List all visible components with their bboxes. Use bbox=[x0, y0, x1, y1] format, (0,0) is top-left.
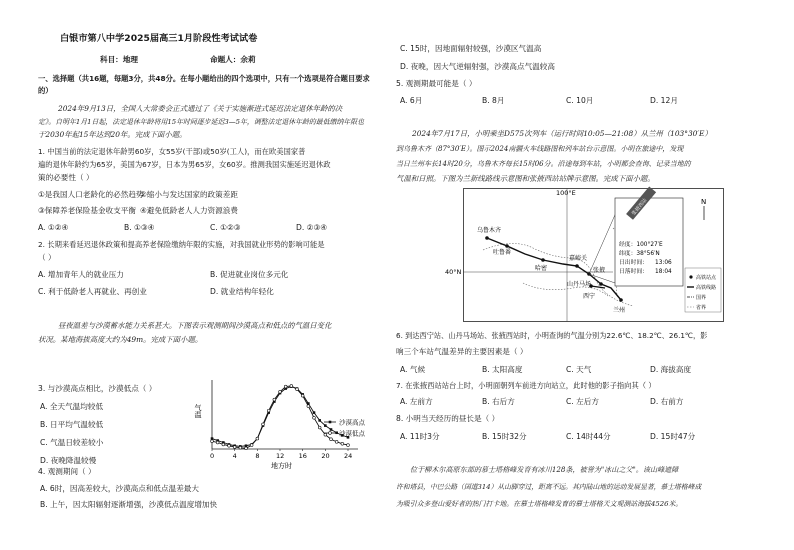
data-point bbox=[324, 424, 327, 427]
q1-option-a[interactable]: A. ①②④ bbox=[38, 223, 69, 232]
y-axis-label: 气温 bbox=[194, 404, 202, 418]
q1-item: ③保障养老保险基金收支平衡 bbox=[38, 206, 136, 215]
q8-option-d[interactable]: D. 15时47分 bbox=[650, 432, 696, 441]
legend-marker bbox=[329, 432, 332, 435]
legend-marker bbox=[329, 421, 332, 424]
q4-option-d[interactable]: D. 夜晚，因大气逆辐射强，沙漠高点气温较高 bbox=[400, 62, 555, 71]
q6-stem: 6. 到达西宁站、山丹马场站、张掖西站时，小明查询的气温分别为22.6℃、18.2℃、26.1℃，影 bbox=[396, 331, 708, 340]
passage3-line: 当日兰州车长14时20分，乌鲁木齐每长15时06分。沿途每到车站，小明都会查询、记录当地的 bbox=[396, 160, 691, 168]
passage1-line: 定》。自明年1月1日起，法定退休年龄将用15年时间逐步延迟3—5年，调整法定退休年龄的最低缴纳年限也 bbox=[38, 118, 365, 126]
city-label: 哈密 bbox=[535, 265, 548, 272]
q5-option-c[interactable]: C. 10月 bbox=[566, 96, 594, 105]
data-point bbox=[313, 416, 316, 419]
legend-label: 高铁站点 bbox=[696, 275, 717, 281]
data-point bbox=[290, 385, 293, 388]
data-point bbox=[318, 419, 321, 422]
data-point bbox=[239, 446, 242, 449]
q4-option-a[interactable]: A. 6时，因高差较大，沙漠高点和低点温差最大 bbox=[40, 484, 199, 493]
author-label: 命题人：余莉 bbox=[210, 55, 256, 64]
q2-option-a[interactable]: A. 增加青年人的就业压力 bbox=[38, 270, 124, 279]
data-point bbox=[222, 443, 225, 446]
sign-info: 经度：100°27′E bbox=[619, 242, 663, 248]
legend-label: 沙漠低点 bbox=[339, 429, 365, 438]
station-marker bbox=[599, 282, 603, 286]
data-point bbox=[233, 446, 236, 449]
q1-stem: 1. 中国当前的法定退休年龄男60岁，女55岁(干部)或50岁(工人)，而在欧美国家普 bbox=[38, 147, 306, 156]
lon-label: 100°E bbox=[556, 189, 576, 197]
data-point bbox=[330, 438, 333, 441]
data-point bbox=[228, 444, 231, 447]
q3-stem: 3. 与沙漠高点相比，沙漠低点（ ） bbox=[38, 384, 157, 393]
passage2-line: 昼夜温差与沙漠蓄水能力关系甚大。下图表示观测期间沙漠高点和低点的气温日变化 bbox=[58, 321, 332, 330]
data-point bbox=[279, 390, 282, 393]
data-point bbox=[250, 444, 253, 447]
data-point bbox=[335, 440, 338, 443]
legend-label: 沙漠高点 bbox=[339, 418, 365, 427]
passage1-line: 2024年9月13日，全国人大常委会正式通过了《关于实施渐进式延迟法定退休年龄的决 bbox=[58, 104, 343, 113]
sign-info: 纬度：38°56′N bbox=[619, 251, 660, 257]
passage3-line: 到乌鲁木齐（87°30′E）。图示2024南疆火车线路图和列车站台示意图。小明在旅途中，发现 bbox=[396, 145, 684, 153]
data-point bbox=[267, 409, 270, 412]
q7-option-b[interactable]: B. 右后方 bbox=[482, 397, 515, 406]
q1-stem: 遍的退休年龄约为65岁，美国为67岁，日本为男65岁，女60岁。推测我国实施延迟退休政 bbox=[38, 160, 331, 169]
subject-label: 科目：地理 bbox=[100, 55, 138, 64]
legend-label: 高铁线路 bbox=[696, 285, 717, 291]
data-point bbox=[301, 394, 304, 397]
legend-label: 省界 bbox=[696, 305, 707, 311]
q6-option-c[interactable]: C. 天气 bbox=[566, 365, 592, 374]
q1-option-d[interactable]: D. ②③④ bbox=[296, 223, 328, 232]
legend-label: 国界 bbox=[696, 295, 707, 301]
q5-option-d[interactable]: D. 12月 bbox=[650, 96, 678, 105]
q2-stem: 2. 长期来看延迟退休政策和提高养老保险缴纳年限的实施，对我国就业形势的影响可能是 bbox=[38, 240, 325, 249]
sign-info: 日出时间： bbox=[619, 260, 648, 266]
q3-option-a[interactable]: A. 全天气温均较低 bbox=[40, 402, 104, 411]
x-tick-label: 12 bbox=[276, 452, 285, 460]
q5-stem: 5. 观测期最可能是（ ） bbox=[396, 79, 477, 88]
data-point bbox=[318, 426, 321, 429]
q3-option-c[interactable]: C. 气温日较差较小 bbox=[40, 438, 104, 447]
city-label: 山丹马场 bbox=[567, 281, 592, 288]
q4-option-c[interactable]: C. 15时，因地面辐射较强，沙漠区气温高 bbox=[400, 44, 542, 53]
data-point bbox=[284, 385, 287, 388]
q2-option-d[interactable]: D. 就业结构年轻化 bbox=[210, 287, 274, 296]
series-line-low bbox=[212, 386, 348, 448]
q7-option-d[interactable]: D. 右前方 bbox=[650, 397, 684, 406]
passage1-line: 于2030年起15年达到20年。完成下面小题。 bbox=[38, 130, 187, 139]
data-point bbox=[341, 442, 344, 445]
city-label: 乌鲁木齐 bbox=[477, 227, 502, 234]
passage4-line: 位于柳木尔高原东部的慕士塔格峰发育有冰川128条，被誉为"冰山之父"。该山峰遮障 bbox=[410, 465, 679, 474]
data-point bbox=[324, 433, 327, 436]
data-point bbox=[262, 423, 265, 426]
data-point bbox=[211, 440, 214, 443]
sign-info: 日落时间： bbox=[619, 269, 648, 275]
section-heading: 一、选择题（共16题，每题3分，共48分。在每小题给出的四个选项中，只有一个选项是符合题目要求 bbox=[38, 74, 370, 83]
railway-map bbox=[445, 188, 725, 323]
city-label: 西宁 bbox=[583, 293, 596, 300]
q1-option-b[interactable]: B. ①③④ bbox=[124, 223, 155, 232]
x-tick-label: 20 bbox=[321, 452, 330, 460]
station-marker bbox=[619, 298, 623, 302]
city-label: 张掖 bbox=[593, 267, 606, 274]
station-marker bbox=[541, 258, 545, 262]
q8-option-b[interactable]: B. 15时32分 bbox=[482, 432, 527, 441]
station-sign-text: 张掖西站 bbox=[630, 197, 649, 217]
q5-option-b[interactable]: B. 8月 bbox=[482, 96, 505, 105]
sign-info-value: 18:04 bbox=[655, 269, 672, 275]
temperature-chart bbox=[194, 376, 388, 470]
data-point bbox=[307, 405, 310, 408]
section-heading-cont: 的） bbox=[38, 86, 53, 95]
q7-option-a[interactable]: A. 左前方 bbox=[400, 397, 433, 406]
q6-stem: 响三个车站气温差异的主要因素是（ ） bbox=[396, 347, 528, 356]
series-line-high bbox=[212, 387, 348, 447]
station-marker bbox=[575, 264, 579, 268]
city-label: 吐鲁番 bbox=[493, 249, 512, 256]
data-point bbox=[347, 444, 350, 447]
data-point bbox=[273, 398, 276, 401]
x-tick-label: 8 bbox=[255, 452, 260, 460]
q3-option-b[interactable]: B. 日平均气温较低 bbox=[40, 420, 104, 429]
data-point bbox=[330, 428, 333, 431]
q2-option-b[interactable]: B. 促进就业岗位多元化 bbox=[210, 270, 289, 279]
passage3-line: 气温和日照。下图为兰新线路线示意图和张掖西站站牌示意图。完成下面小题。 bbox=[396, 174, 655, 183]
q2-option-c[interactable]: C. 利于低龄老人再就业、再创业 bbox=[38, 287, 147, 296]
q1-item: ②缩小与发达国家的政策差距 bbox=[140, 190, 238, 199]
passage3-line: 2024年7月17日，小明乘坐D575次列车（运行时间10:05—21:08）从兰州（103°30′E） bbox=[412, 129, 712, 138]
q1-option-c[interactable]: C. ①②③ bbox=[210, 223, 241, 232]
data-point bbox=[296, 388, 299, 391]
x-tick-label: 16 bbox=[298, 452, 307, 460]
x-axis-label: 地方时 bbox=[271, 462, 292, 470]
q1-item: ④避免低龄老人人力资源浪费 bbox=[140, 206, 238, 215]
station-marker bbox=[505, 244, 509, 248]
x-tick-label: 24 bbox=[344, 452, 353, 460]
city-label: 嘉峪关 bbox=[569, 255, 588, 262]
q2-stem: （ ） bbox=[38, 253, 56, 262]
lat-label: 40°N bbox=[445, 268, 462, 276]
q8-stem: 8. 小明当天经历的昼长是（ ） bbox=[396, 414, 500, 423]
q8-option-c[interactable]: C. 14时44分 bbox=[566, 432, 611, 441]
q7-option-c[interactable]: C. 左后方 bbox=[566, 397, 599, 406]
legend-station-icon bbox=[689, 275, 692, 278]
passage2-line: 状况。某地海拔高度大约为49m。完成下面小题。 bbox=[38, 335, 203, 344]
q4-stem: 4. 观测期间（ ） bbox=[38, 467, 96, 476]
x-tick-label: 4 bbox=[232, 452, 237, 460]
passage4-line: 许和塔县，中巴公路（国道314）从山脚穿过，距离不远。其内陆山地的运动发展显著，慕士塔格峰成 bbox=[396, 483, 702, 491]
q6-option-b[interactable]: B. 太阳高度 bbox=[482, 365, 523, 374]
x-tick-label: 0 bbox=[210, 452, 215, 460]
q5-option-a[interactable]: A. 6月 bbox=[400, 96, 423, 105]
q1-stem: 策的必要性（ ） bbox=[38, 173, 94, 182]
data-point bbox=[216, 441, 219, 444]
data-point bbox=[256, 437, 259, 440]
q8-option-a[interactable]: A. 11时3分 bbox=[400, 432, 440, 441]
passage4-line: 为吸引众多登山爱好者的热门打卡地。在慕士塔格峰发育的慕士塔格天文观测站海拔4526米。 bbox=[396, 500, 683, 508]
q6-option-a[interactable]: A. 气候 bbox=[400, 365, 426, 374]
station-marker bbox=[485, 236, 489, 240]
north-arrow-icon: N bbox=[701, 198, 707, 206]
q3-option-d[interactable]: D. 夜晚降温较慢 bbox=[40, 456, 97, 465]
data-point bbox=[245, 447, 248, 450]
q6-option-d[interactable]: D. 海拔高度 bbox=[650, 365, 692, 374]
city-label: 兰州 bbox=[613, 307, 626, 314]
data-point bbox=[313, 411, 316, 414]
sign-info-value: 13:06 bbox=[655, 260, 672, 266]
q4-option-b[interactable]: B. 上午，因太阳辐射逐渐增强，沙漠低点温度增加快 bbox=[40, 500, 218, 509]
exam-title: 白银市第八中学2025届高三1月阶段性考试试卷 bbox=[60, 33, 258, 44]
q7-stem: 7. 在张掖西站站台上时，小明面朝列车前进方向站立，此时他的影子指向其（ ） bbox=[396, 381, 656, 390]
q1-item: ①是我国人口老龄化的必然趋势 bbox=[38, 190, 144, 199]
